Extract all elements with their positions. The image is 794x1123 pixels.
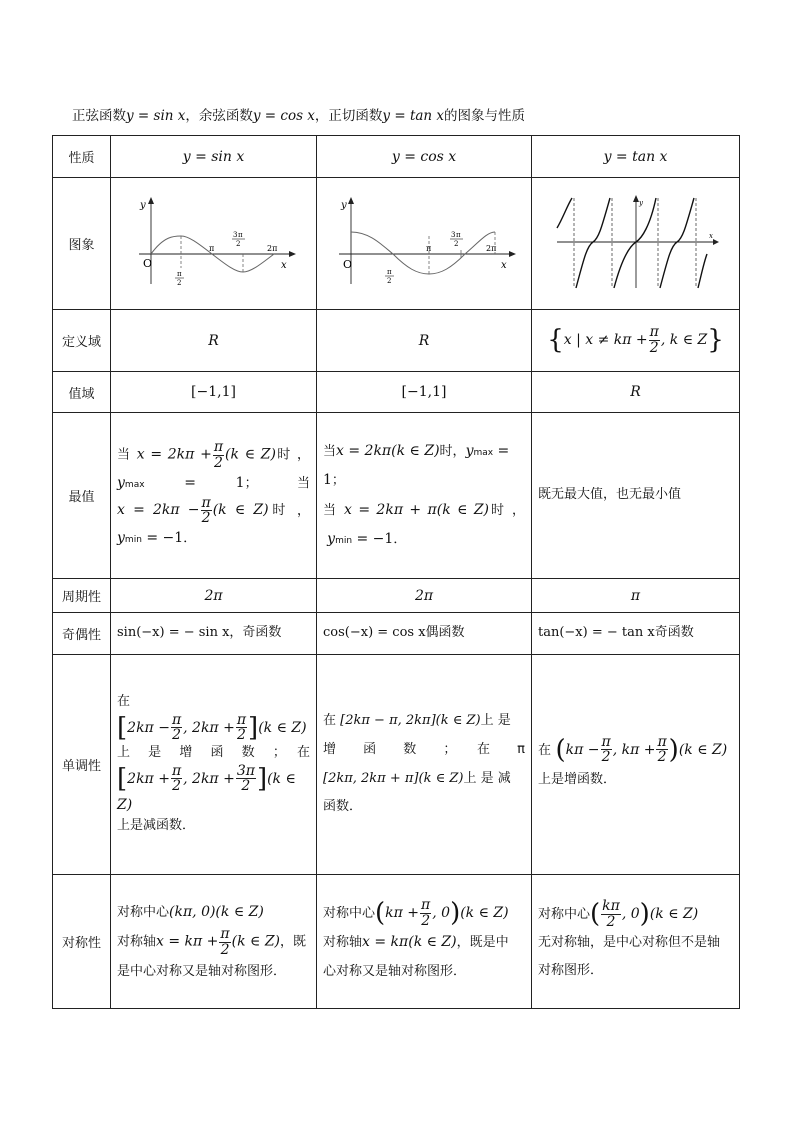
extrema-cos-t7: ． <box>393 531 407 547</box>
title-text-1: 正弦函数 <box>72 108 126 124</box>
parity-tan-text: 奇函数 <box>654 625 694 641</box>
domain-tan-den: 2 <box>649 340 659 356</box>
symmetry-tan-line-3: 对称图形． <box>538 962 604 978</box>
label-symmetry: 对称性 <box>53 875 111 1009</box>
tan-branch-3 <box>660 198 694 288</box>
sin-y-arrow-icon <box>148 197 154 204</box>
tan-branch-0 <box>557 198 572 228</box>
sin-x-arrow-icon <box>289 251 296 257</box>
symmetry-tan-line-1: 对称中心( $\frac{k\pi}{2}$ , 0)(k ∈ Z) <box>538 897 699 930</box>
range-cos: [−1,1] <box>317 372 532 413</box>
extrema-cos-ymin-val: = −1 <box>352 530 394 547</box>
domain-tan-num: π <box>649 324 659 341</box>
monotonic-sin-den-2: 2 <box>236 727 246 744</box>
extrema-sin-t4: ； <box>244 475 258 491</box>
sin-label-half-pi-num: π <box>176 269 182 278</box>
monotonic-sin-line-3: 上 是 增 函 数 ； 在 <box>117 744 310 760</box>
monotonic-sin-frac-1 <box>171 713 182 743</box>
symmetry-sin-line-1 <box>117 898 310 927</box>
tan-label-x: x <box>708 231 713 240</box>
domain-tan: {x | x ≠ kπ + $\frac{\pi}{2}$ , k ∈ Z} <box>532 310 740 372</box>
extrema-cos <box>317 413 532 579</box>
title-text-3: ，正切函数 <box>314 108 383 124</box>
monotonic-tan <box>532 655 740 875</box>
monotonic-tan-b1: kπ − <box>565 741 600 758</box>
monotonic-sin-d1: 2kπ + <box>127 770 170 787</box>
extrema-cos-ymin-sub: min <box>335 535 353 546</box>
extrema-cos-t5: 时 <box>489 502 506 518</box>
header-sin: y = sin x <box>111 136 317 178</box>
sin-label-half-pi-den: 2 <box>176 278 181 287</box>
symmetry-sin-frac <box>219 927 230 957</box>
domain-tan-tail: , k ∈ Z <box>660 332 708 349</box>
extrema-cos-line-2 <box>323 496 525 525</box>
cos-graph <box>329 194 519 290</box>
domain-tan-set: x | x ≠ kπ + <box>563 332 648 349</box>
cos-x-arrow-icon <box>509 251 516 257</box>
parity-cos <box>317 613 532 655</box>
extrema-sin-ymax-sub: max <box>124 479 145 490</box>
row-graph <box>53 178 740 310</box>
extrema-sin-t2: 时 <box>275 448 292 464</box>
parity-cos-text: 偶函数 <box>425 625 465 641</box>
range-sin: [−1,1] <box>111 372 317 413</box>
monotonic-sin-b2: , 2kπ + <box>183 719 235 736</box>
monotonic-cos-f: 上 是 减 <box>463 770 511 786</box>
extrema-cos-line-1 <box>323 437 525 496</box>
monotonic-cos-line-4: 函数． <box>323 799 363 815</box>
monotonic-sin-den-3: 2 <box>172 778 181 795</box>
symmetry-cos <box>317 875 532 1009</box>
extrema-sin-line-2 <box>117 471 310 496</box>
tan-branch-1 <box>576 198 610 288</box>
sin-label-three: 3 <box>232 230 237 239</box>
symmetry-cos-line-1: 对称中心(kπ + $\frac{\pi}{2}$ , 0)(k ∈ Z) <box>323 896 509 929</box>
extrema-cos-ymax-val: = 1 <box>323 442 510 489</box>
symmetry-cos-a: 对称中心 <box>323 906 376 922</box>
domain-sin: R <box>111 310 317 372</box>
cos-label-three-half-pi-den: 2 <box>454 239 459 248</box>
row-domain <box>53 310 740 372</box>
symmetry-tan-line-2: 无对称轴，是中心对称但不是轴 <box>538 935 721 951</box>
symmetry-sin <box>111 875 317 1009</box>
symmetry-sin-line-3: 是中心对称又是轴对称图形． <box>117 963 287 979</box>
monotonic-tan-line-1: 在 (kπ − $\frac{\pi}{2}$ , kπ + $\frac{\pi}{2}$ )(k ∈ Z) <box>538 733 728 766</box>
tan-graph <box>551 192 721 292</box>
monotonic-sin-b3: (k ∈ Z) <box>258 719 307 736</box>
row-symmetry <box>53 875 740 1009</box>
extrema-sin-num-1: π <box>213 439 224 456</box>
domain-cos: R <box>317 310 532 372</box>
period-tan: π <box>532 579 740 613</box>
symmetry-cos-line-3: 心对称又是轴对称图形． <box>323 963 467 979</box>
symmetry-sin-f: ，既 <box>280 935 307 951</box>
label-parity: 奇偶性 <box>53 613 111 655</box>
extrema-sin-line-1 <box>117 440 310 470</box>
symmetry-cos-line-2 <box>323 928 525 957</box>
title-text-4: 的图象与性质 <box>444 108 526 124</box>
cos-y-arrow-icon <box>348 197 354 204</box>
symmetry-cos-den: 2 <box>421 912 431 929</box>
extrema-sin-f3: x = 2kπ − <box>117 502 200 519</box>
sin-label-three-pi: π <box>237 230 243 239</box>
monotonic-sin-line-2: [2kπ − $\frac{\pi}{2}$ , 2kπ + $\frac{\pi}{2}$ ](k ∈ Z) <box>117 711 307 744</box>
page-title <box>72 104 525 124</box>
monotonic-sin-line-5: 上是减函数． <box>117 818 196 834</box>
monotonic-tan-frac-1 <box>601 735 612 765</box>
extrema-sin-ymin: y <box>117 529 125 546</box>
extrema-sin-den-2: 2 <box>201 510 211 527</box>
cos-label-three: 3 <box>451 230 456 239</box>
table-header-row <box>53 136 740 178</box>
trig-properties-table <box>52 135 740 1009</box>
cos-curve <box>351 232 495 274</box>
monotonic-sin <box>111 655 317 875</box>
extrema-cos-t3: ； <box>331 473 345 489</box>
monotonic-sin-frac-4 <box>236 764 256 794</box>
row-range <box>53 372 740 413</box>
extrema-sin-t3: ， <box>296 448 310 464</box>
symmetry-sin-d: x = kπ + <box>156 934 219 951</box>
monotonic-cos-line-2: 增 函 数 ； 在 π <box>323 741 525 757</box>
symmetry-tan-den: 2 <box>606 913 616 930</box>
symmetry-sin-den: 2 <box>220 942 230 959</box>
parity-sin-formula: sin(−x) = − sin x <box>117 625 230 641</box>
monotonic-sin-num-2: π <box>236 711 247 728</box>
extrema-cos-t4: 当 <box>323 502 338 518</box>
extrema-sin-f1: x = 2kπ + <box>136 447 212 464</box>
monotonic-tan-num-2: π <box>657 733 667 750</box>
extrema-sin-den-1: 2 <box>213 455 223 472</box>
extrema-sin-line-4 <box>117 526 310 551</box>
symmetry-tan-c: (k ∈ Z) <box>649 906 699 923</box>
extrema-sin-ymax: y <box>117 474 125 491</box>
domain-tan-frac <box>649 325 660 355</box>
extrema-sin-frac-1 <box>213 440 224 470</box>
extrema-tan <box>532 413 740 579</box>
tan-graph-cell <box>532 178 740 310</box>
title-text-2: ，余弦函数 <box>185 108 253 124</box>
extrema-cos-f2: x = 2kπ + π(k ∈ Z) <box>344 501 490 518</box>
parity-cos-formula: cos(−x) = cos x <box>323 625 426 641</box>
sin-label-two-pi: 2π <box>266 243 277 253</box>
range-tan: R <box>532 372 740 413</box>
monotonic-tan-b2: , kπ + <box>612 741 656 758</box>
monotonic-tan-a: 在 <box>538 742 552 758</box>
monotonic-tan-num-1: π <box>601 733 611 750</box>
extrema-sin-t8: ． <box>183 530 197 546</box>
extrema-sin-num-2: π <box>201 494 211 511</box>
symmetry-cos-b3: (k ∈ Z) <box>460 905 509 922</box>
symmetry-sin-line-2 <box>117 927 310 957</box>
title-formula-cos: y = cos x <box>252 108 315 124</box>
parity-sin <box>111 613 317 655</box>
label-extrema: 最值 <box>53 413 111 579</box>
tan-branch-4 <box>698 254 707 288</box>
extrema-sin-frac-2 <box>201 496 212 526</box>
symmetry-tan-b: , 0 <box>621 906 640 923</box>
monotonic-cos-b: [2kπ − π, 2kπ](k ∈ Z) <box>340 713 481 729</box>
monotonic-tan-den-1: 2 <box>601 749 611 766</box>
symmetry-cos-d: x = kπ(k ∈ Z) <box>362 934 457 951</box>
monotonic-sin-frac-2 <box>236 713 247 743</box>
row-extrema <box>53 413 740 579</box>
extrema-sin-t1: 当 <box>117 448 132 464</box>
sin-label-y: y <box>139 199 146 211</box>
monotonic-sin-num-4: 3π <box>236 762 255 779</box>
sin-label-three-half-pi-den: 2 <box>235 239 240 248</box>
extrema-cos-line-3 <box>323 525 525 554</box>
symmetry-sin-b: (kπ, 0)(k ∈ Z) <box>169 903 264 920</box>
monotonic-tan-b3: (k ∈ Z) <box>678 741 728 758</box>
monotonic-sin-num-1: π <box>171 711 182 728</box>
monotonic-cos-c: 上 是 <box>480 713 511 729</box>
extrema-cos-t1: 当 <box>323 443 337 459</box>
extrema-sin-t6: 时 <box>268 503 290 519</box>
label-graph: 图象 <box>53 178 111 310</box>
cos-label-three-pi: π <box>456 230 461 239</box>
symmetry-sin-e: (k ∈ Z) <box>231 934 281 951</box>
monotonic-cos-line-1 <box>323 707 525 736</box>
monotonic-tan-line-2: 上是增函数． <box>538 771 617 787</box>
symmetry-cos-frac <box>420 898 431 928</box>
monotonic-tan-den-2: 2 <box>657 749 667 766</box>
parity-tan <box>532 613 740 655</box>
header-property: 性质 <box>53 136 111 178</box>
monotonic-sin-num-3: π <box>171 762 182 779</box>
extrema-cos-ymin: y <box>327 530 336 547</box>
cos-label-pi: π <box>426 243 432 253</box>
extrema-cos-ymax: y <box>465 442 474 459</box>
extrema-sin-f2: (k ∈ Z) <box>225 447 276 464</box>
monotonic-cos-e: [2kπ, 2kπ + π](k ∈ Z) <box>323 770 464 786</box>
monotonic-cos-line-3 <box>323 765 525 794</box>
row-monotonic <box>53 655 740 875</box>
extrema-sin-t7: ， <box>296 503 310 519</box>
symmetry-tan <box>532 875 740 1009</box>
label-domain: 定义域 <box>53 310 111 372</box>
cos-label-x: x <box>501 259 507 271</box>
sin-label-origin: O <box>142 256 152 270</box>
symmetry-tan-num: kπ <box>602 897 620 914</box>
period-cos: 2π <box>317 579 532 613</box>
tan-x-arrow-icon <box>713 239 719 245</box>
extrema-sin <box>111 413 317 579</box>
cos-label-half-pi-num: π <box>387 267 392 276</box>
cos-label-y: y <box>341 199 347 211</box>
extrema-tan-text: 既无最大值，也无最小值 <box>538 487 682 503</box>
sin-label-x: x <box>280 259 287 271</box>
extrema-sin-f4: (k ∈ Z) <box>212 502 269 519</box>
cos-label-half-pi-den: 2 <box>387 276 392 285</box>
cos-label-origin: O <box>343 257 353 271</box>
extrema-sin-ymax-val: = 1 <box>144 474 245 491</box>
extrema-sin-t5: 当 <box>296 475 310 491</box>
title-formula-sin: y = sin x <box>126 108 186 124</box>
cos-graph-cell <box>317 178 532 310</box>
label-range: 值域 <box>53 372 111 413</box>
symmetry-cos-b2: , 0 <box>432 905 451 922</box>
parity-sin-text: ，奇函数 <box>229 625 282 641</box>
monotonic-sin-den-1: 2 <box>172 727 181 744</box>
extrema-cos-t6: ， <box>511 502 525 518</box>
monotonic-cos-a: 在 <box>323 713 337 729</box>
symmetry-sin-num: π <box>220 926 230 943</box>
symmetry-cos-b1: kπ + <box>385 905 420 922</box>
symmetry-cos-num: π <box>421 896 431 913</box>
parity-tan-formula: tan(−x) = − tan x <box>538 625 655 641</box>
extrema-sin-ymin-sub: min <box>124 534 142 545</box>
sin-graph-cell <box>111 178 317 310</box>
symmetry-cos-c: 对称轴 <box>323 935 363 951</box>
symmetry-cos-e: ，既是中 <box>456 935 509 951</box>
monotonic-sin-line-1: 在 <box>117 693 131 709</box>
extrema-sin-ymin-val: = −1 <box>141 529 184 546</box>
header-tan: y = tan x <box>532 136 740 178</box>
monotonic-cos <box>317 655 532 875</box>
monotonic-sin-d3: (k ∈ Z) <box>117 770 296 814</box>
sin-graph <box>129 194 299 290</box>
monotonic-sin-frac-3 <box>171 764 182 794</box>
tan-branch-2 <box>614 198 656 288</box>
sin-label-pi: π <box>208 243 214 253</box>
row-period <box>53 579 740 613</box>
label-period: 周期性 <box>53 579 111 613</box>
period-sin: 2π <box>111 579 317 613</box>
monotonic-sin-den-4: 2 <box>241 778 251 795</box>
cos-label-two-pi: 2π <box>486 243 497 253</box>
extrema-sin-line-3 <box>117 496 310 526</box>
title-formula-tan: y = tan x <box>382 108 445 124</box>
symmetry-sin-c: 对称轴 <box>117 935 157 951</box>
extrema-cos-ymax-sub: max <box>473 447 494 458</box>
header-cos: y = cos x <box>317 136 532 178</box>
extrema-cos-f1: x = 2kπ(k ∈ Z) <box>336 442 440 459</box>
tan-label-y: y <box>638 198 643 207</box>
monotonic-sin-b1: 2kπ − <box>127 719 170 736</box>
symmetry-tan-a: 对称中心 <box>538 907 591 923</box>
label-monotonic: 单调性 <box>53 655 111 875</box>
extrema-cos-t2: 时， <box>439 443 466 459</box>
monotonic-sin-line-4: [2kπ + $\frac{\pi}{2}$ , 2kπ + $\frac{3\pi}{2}$ ](k ∈ Z) <box>117 762 296 814</box>
symmetry-sin-a: 对称中心 <box>117 904 170 920</box>
monotonic-tan-frac-2 <box>656 735 667 765</box>
row-parity <box>53 613 740 655</box>
symmetry-tan-frac <box>601 899 621 929</box>
monotonic-sin-d2: , 2kπ + <box>183 770 235 787</box>
